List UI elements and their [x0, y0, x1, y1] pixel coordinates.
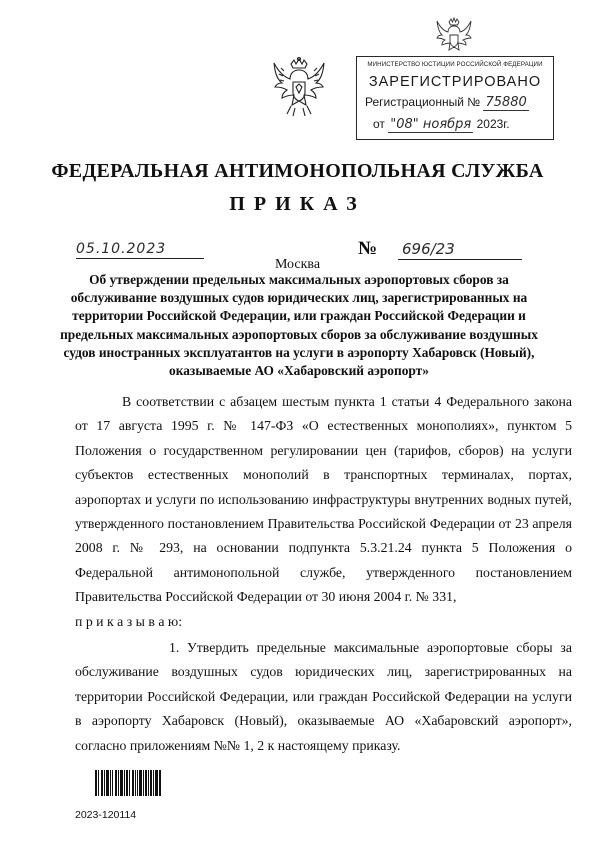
stamp-date-value: "08" ноября	[390, 117, 472, 132]
document-date-field	[76, 240, 204, 259]
stamp-date-prefix: от	[373, 117, 385, 131]
barcode-icon	[95, 770, 161, 796]
document-city: Москва	[274, 257, 321, 272]
registration-stamp	[356, 56, 554, 140]
stamp-registration-date	[373, 117, 569, 132]
stamp-emblem-icon	[434, 16, 474, 58]
preamble-paragraph: В соответствии с абзацем шестым пункта 1 статьи 4 Федерального закона от 17 августа 1995 г. № 147-ФЗ «О естественных монополиях», пунктом 5 Положения о государственном регулировании цен (тарифов, сборов) на услуги субъектов естественных монополий в транспортных терминалах, портах, аэропортах и услуги по использованию инфраструктуры внутренних водных путей, утвержденного постановлением Правительства Российской Федерации от 23 апреля 2008 г. № 293, на основании подпункта 5.3.21.24 пункта 5 Положения о Федеральной антимонопольной службе, утвержденного постановлением Правительства Российской Федерации от 30 июня 2004 г. № 331,	[75, 394, 572, 605]
document-number-field	[398, 240, 522, 260]
document-date: 05.10.2023	[76, 241, 167, 257]
document-subject: Об утверждении предельных максимальных аэропортовых сборов за обслуживание воздушных судов юридических лиц, зарегистрированных на территории Российской Федерации, или граждан Российской Федерации и предельных максимальных аэропортовых сборов за обслуживание воздушных судов иностранных эксплуатантов на услуги в аэропорту Хабаровск (Новый), оказываемые АО «Хабаровский аэропорт»	[60, 272, 538, 379]
order-item-1-number: 1.	[169, 640, 180, 656]
stamp-ministry-name: МИНИСТЕРСТВО ЮСТИЦИИ РОССИЙСКОЙ ФЕДЕРАЦИИ	[367, 61, 543, 68]
stamp-registration-number	[365, 95, 561, 110]
stamp-registered-label: ЗАРЕГИСТРИРОВАНО	[368, 74, 542, 90]
document-type-title: ПРИКАЗ	[229, 193, 366, 215]
number-sign: №	[358, 238, 378, 259]
stamp-reg-number-value: 75880	[485, 95, 527, 110]
document-body	[75, 390, 572, 758]
stamp-date-year: 2023г.	[476, 117, 510, 131]
order-item-1-text: Утвердить предельные максимальные аэропортовые сборы за обслуживание воздушных судов юридических лиц, зарегистрированных на территории Российской Федерации, или граждан Российской Федерации на услуги в аэропорту Хабаровск (Новый), оказываемые АО «Хабаровский аэропорт», согласно приложениям №№ 1, 2 к настоящему приказу.	[75, 640, 572, 753]
barcode-number: 2023-120114	[75, 809, 137, 821]
coat-of-arms-emblem	[271, 56, 327, 122]
order-item-1	[75, 636, 572, 758]
agency-title: ФЕДЕРАЛЬНАЯ АНТИМОНОПОЛЬНАЯ СЛУЖБА	[51, 160, 544, 182]
order-word: п р и к а з ы в а ю:	[75, 613, 183, 629]
document-number: 696/23	[402, 240, 455, 258]
stamp-reg-number-label: Регистрационный №	[365, 95, 481, 109]
